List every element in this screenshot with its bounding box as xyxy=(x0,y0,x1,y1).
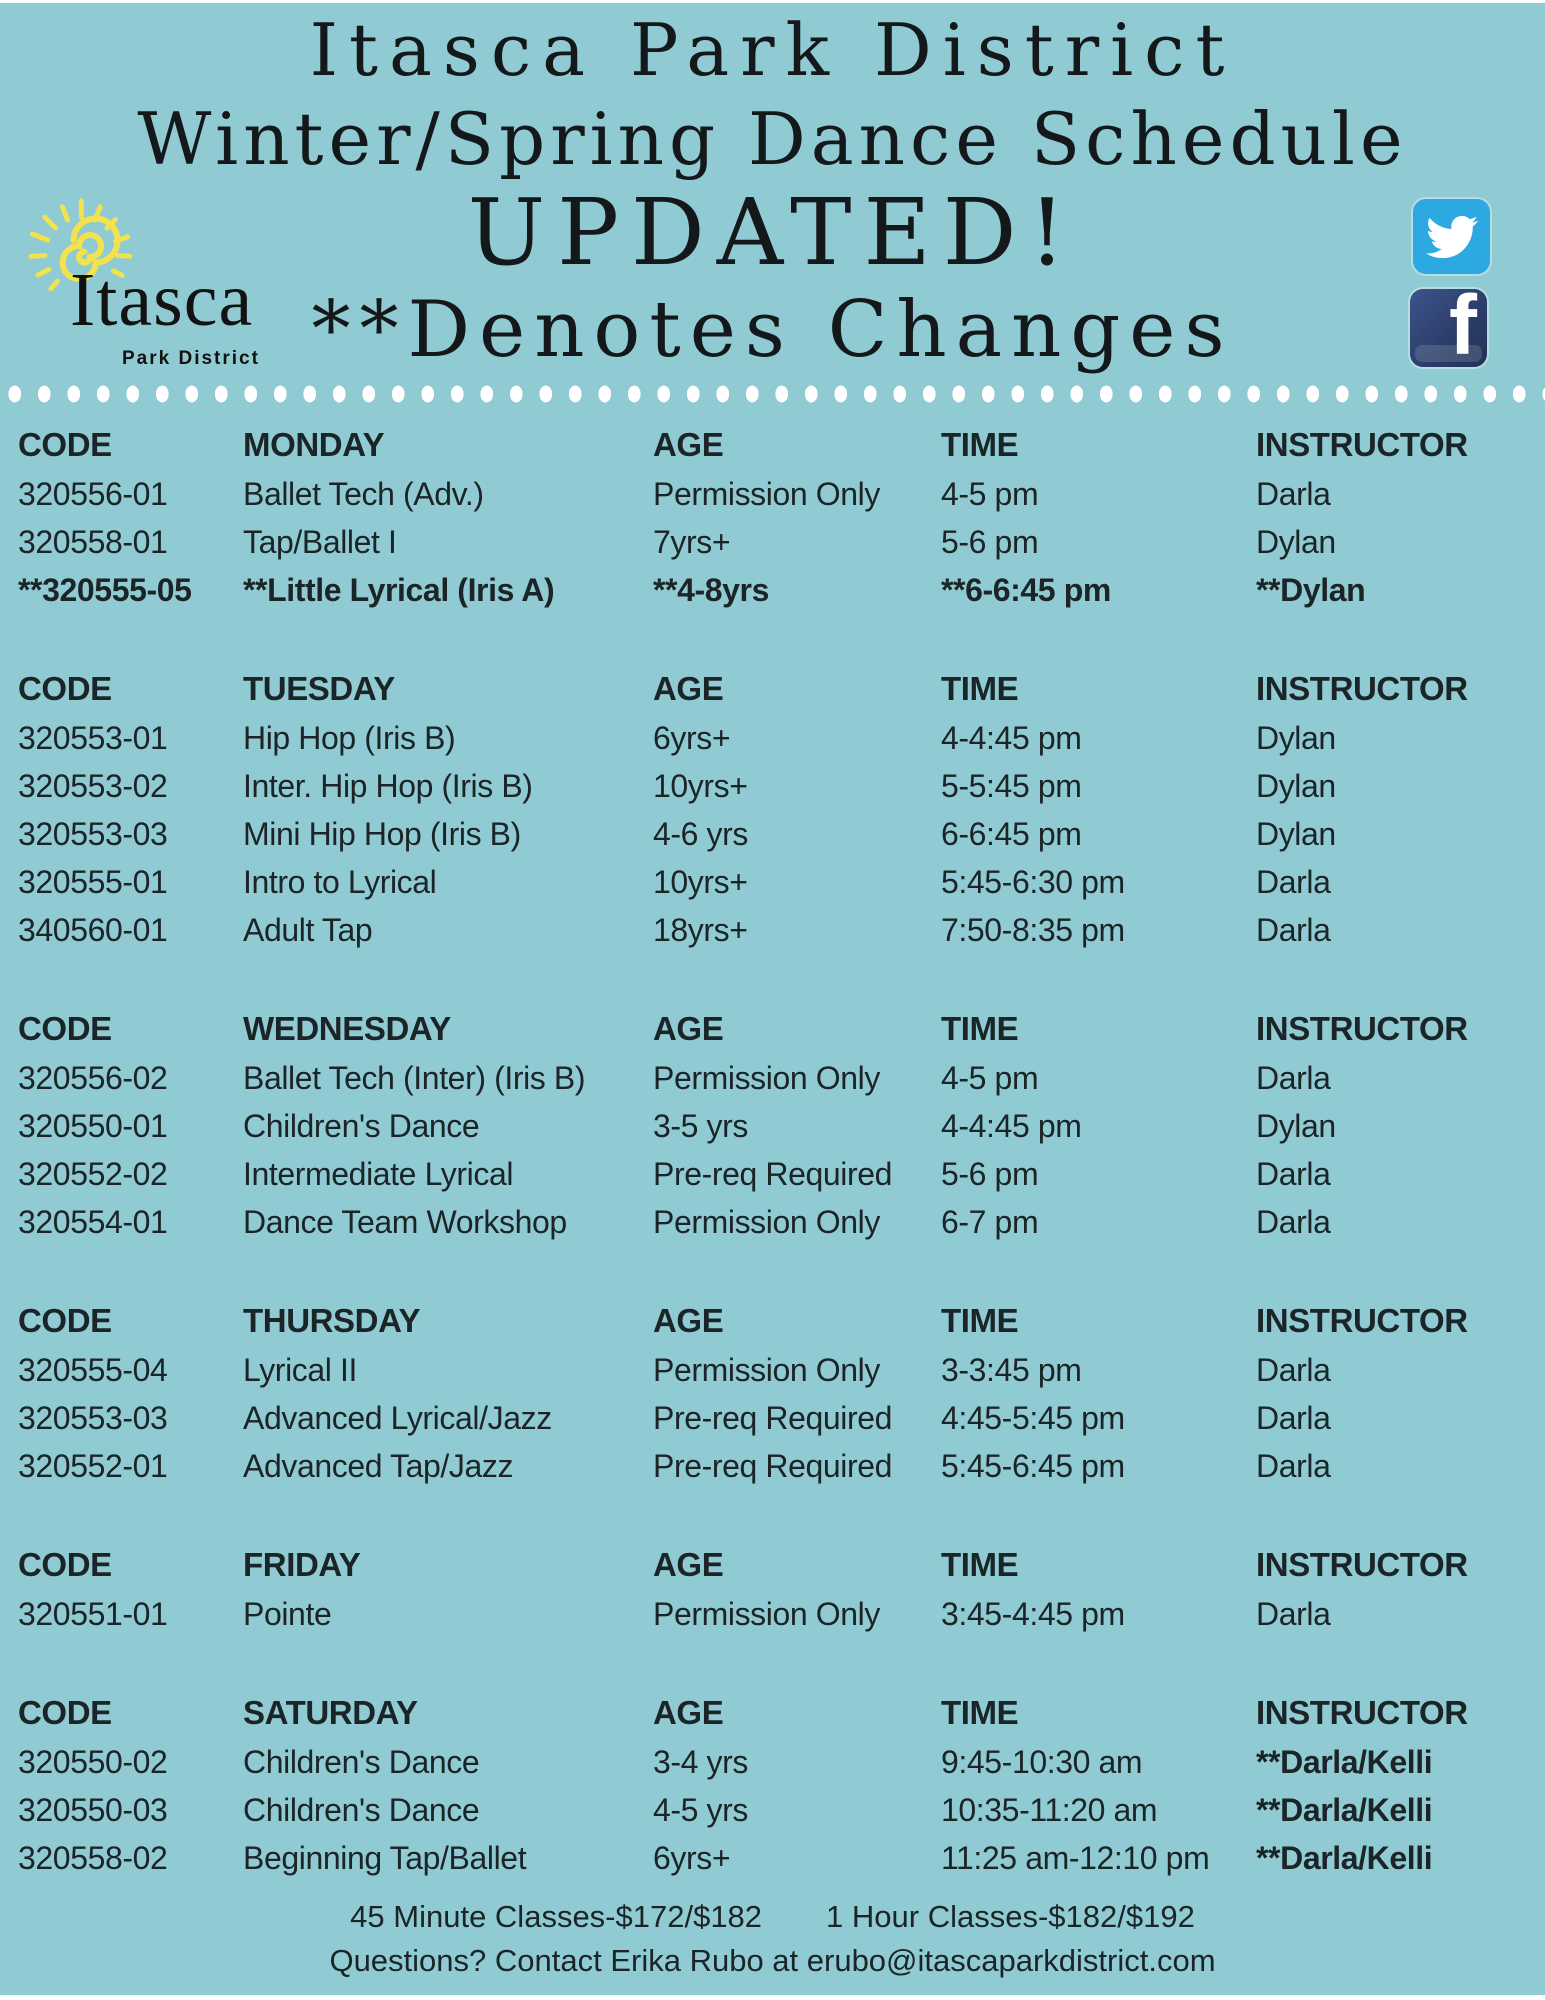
cell-code: 320550-03 xyxy=(18,1792,168,1828)
cell-class-name: Intro to Lyrical xyxy=(243,864,437,900)
cell-code: 320554-01 xyxy=(18,1204,168,1240)
cell-class-name: Pointe xyxy=(243,1596,332,1632)
cell-instructor: Darla xyxy=(1256,864,1331,900)
cell-code: 320556-02 xyxy=(18,1060,168,1096)
cell-age: 10yrs+ xyxy=(653,864,748,900)
cell-time: 5-6 pm xyxy=(941,1156,1039,1192)
cell-time: 5-6 pm xyxy=(941,524,1039,560)
cell-class-name: **Little Lyrical (Iris A) xyxy=(243,572,555,608)
cell-code: 320550-02 xyxy=(18,1744,168,1780)
cell-time: 3:45-4:45 pm xyxy=(941,1596,1125,1632)
cell-instructor: Dylan xyxy=(1256,768,1336,804)
cell-instructor: Darla xyxy=(1256,912,1331,948)
section-header-row xyxy=(18,420,1545,470)
itasca-logo xyxy=(12,196,312,380)
col-header-code: CODE xyxy=(18,1302,112,1339)
cell-age: Permission Only xyxy=(653,1596,880,1632)
cell-class-name: Advanced Tap/Jazz xyxy=(243,1448,514,1484)
section-header-row xyxy=(18,1540,1545,1590)
cell-time: 5:45-6:45 pm xyxy=(941,1448,1125,1484)
facebook-icon: f xyxy=(1449,289,1477,367)
col-header-time: TIME xyxy=(941,1302,1019,1339)
cell-instructor: Darla xyxy=(1256,1156,1331,1192)
schedule-day-section xyxy=(18,420,1545,614)
col-header-code: CODE xyxy=(18,426,112,463)
cell-time: 10:35-11:20 am xyxy=(941,1792,1158,1828)
col-header-time: TIME xyxy=(941,1546,1019,1583)
cell-time: 4-4:45 pm xyxy=(941,720,1082,756)
table-row xyxy=(18,1786,1545,1834)
cell-code: 320555-04 xyxy=(18,1352,168,1388)
col-header-age: AGE xyxy=(653,670,724,707)
table-row xyxy=(18,1394,1545,1442)
col-header-code: CODE xyxy=(18,1546,112,1583)
cell-age: 6yrs+ xyxy=(653,720,731,756)
cell-age: Permission Only xyxy=(653,1060,880,1096)
schedule xyxy=(18,420,1545,1932)
col-header-code: CODE xyxy=(18,1694,112,1731)
pricing-1hour: 1 Hour Classes-$182/$192 xyxy=(826,1899,1195,1934)
cell-instructor: **Dylan xyxy=(1256,572,1366,608)
cell-instructor: Darla xyxy=(1256,1352,1331,1388)
cell-time: 5-5:45 pm xyxy=(941,768,1082,804)
table-row xyxy=(18,1346,1545,1394)
col-header-time: TIME xyxy=(941,426,1019,463)
cell-age: Pre-req Required xyxy=(653,1156,893,1192)
table-row xyxy=(18,470,1545,518)
cell-time: 5:45-6:30 pm xyxy=(941,864,1125,900)
col-header-time: TIME xyxy=(941,1694,1019,1731)
cell-age: 4-5 yrs xyxy=(653,1792,748,1828)
table-row xyxy=(18,518,1545,566)
cell-time: 11:25 am-12:10 pm xyxy=(941,1840,1210,1876)
cell-code: 320553-03 xyxy=(18,816,168,852)
section-header-row xyxy=(18,664,1545,714)
footer xyxy=(0,1900,1545,1978)
pricing-line xyxy=(0,1900,1545,1934)
cell-time: **6-6:45 pm xyxy=(941,572,1111,608)
col-header-age: AGE xyxy=(653,1302,724,1339)
cell-code: 320556-01 xyxy=(18,476,168,512)
cell-class-name: Children's Dance xyxy=(243,1744,480,1780)
cell-instructor: Dylan xyxy=(1256,720,1336,756)
cell-instructor: Dylan xyxy=(1256,816,1336,852)
facebook-button[interactable] xyxy=(1410,289,1487,367)
cell-code: 320552-02 xyxy=(18,1156,168,1192)
cell-instructor: Dylan xyxy=(1256,1108,1336,1144)
col-header-instructor: INSTRUCTOR xyxy=(1256,1546,1468,1583)
section-header-row xyxy=(18,1688,1545,1738)
cell-time: 3-3:45 pm xyxy=(941,1352,1082,1388)
col-header-day: FRIDAY xyxy=(243,1546,361,1583)
cell-class-name: Ballet Tech (Adv.) xyxy=(243,476,484,512)
col-header-age: AGE xyxy=(653,426,724,463)
col-header-instructor: INSTRUCTOR xyxy=(1256,1694,1468,1731)
cell-instructor: Dylan xyxy=(1256,524,1336,560)
col-header-age: AGE xyxy=(653,1694,724,1731)
cell-class-name: Mini Hip Hop (Iris B) xyxy=(243,816,521,852)
title-line-2: Winter/Spring Dance Schedule xyxy=(137,97,1408,181)
col-header-age: AGE xyxy=(653,1546,724,1583)
page-bottom-edge xyxy=(0,1995,1545,2000)
logo-name: Itasca xyxy=(70,258,254,342)
col-header-day: THURSDAY xyxy=(243,1302,421,1339)
col-header-code: CODE xyxy=(18,670,112,707)
cell-class-name: Tap/Ballet I xyxy=(243,524,397,560)
cell-class-name: Adult Tap xyxy=(243,912,373,948)
cell-class-name: Lyrical II xyxy=(243,1352,357,1388)
table-row xyxy=(18,906,1545,954)
cell-age: 3-4 yrs xyxy=(653,1744,748,1780)
cell-age: Permission Only xyxy=(653,476,880,512)
table-row xyxy=(18,1590,1545,1638)
cell-instructor: Darla xyxy=(1256,1060,1331,1096)
cell-code: 320553-03 xyxy=(18,1400,168,1436)
table-row xyxy=(18,810,1545,858)
col-header-day: MONDAY xyxy=(243,426,385,463)
cell-class-name: Beginning Tap/Ballet xyxy=(243,1840,527,1876)
table-row xyxy=(18,1102,1545,1150)
cell-class-name: Children's Dance xyxy=(243,1792,480,1828)
cell-instructor: Darla xyxy=(1256,1400,1331,1436)
section-header-row xyxy=(18,1296,1545,1346)
schedule-day-section xyxy=(18,1004,1545,1246)
twitter-icon xyxy=(1426,211,1478,263)
cell-time: 4-4:45 pm xyxy=(941,1108,1082,1144)
cell-time: 4-5 pm xyxy=(941,476,1039,512)
cell-class-name: Advanced Lyrical/Jazz xyxy=(243,1400,552,1436)
cell-age: 18yrs+ xyxy=(653,912,748,948)
twitter-button[interactable] xyxy=(1413,199,1490,274)
cell-time: 7:50-8:35 pm xyxy=(941,912,1125,948)
cell-instructor: **Darla/Kelli xyxy=(1256,1792,1433,1828)
title-line-1: Itasca Park District xyxy=(309,8,1236,92)
cell-code: 340560-01 xyxy=(18,912,168,948)
table-row xyxy=(18,1834,1545,1882)
table-row xyxy=(18,1198,1545,1246)
col-header-code: CODE xyxy=(18,1010,112,1047)
col-header-age: AGE xyxy=(653,1010,724,1047)
pricing-45min: 45 Minute Classes-$172/$182 xyxy=(350,1899,763,1934)
table-row xyxy=(18,566,1545,614)
schedule-day-section xyxy=(18,1296,1545,1490)
cell-class-name: Children's Dance xyxy=(243,1108,480,1144)
cell-age: 4-6 yrs xyxy=(653,816,748,852)
table-row xyxy=(18,762,1545,810)
title-line-3: UPDATED! xyxy=(467,179,1078,286)
cell-code: 320551-01 xyxy=(18,1596,168,1632)
col-header-instructor: INSTRUCTOR xyxy=(1256,1010,1468,1047)
cell-code: 320553-02 xyxy=(18,768,168,804)
cell-instructor: Darla xyxy=(1256,1448,1331,1484)
cell-instructor: Darla xyxy=(1256,1204,1331,1240)
cell-time: 6-7 pm xyxy=(941,1204,1039,1240)
title-line-4: **Denotes Changes xyxy=(311,285,1234,375)
col-header-day: WEDNESDAY xyxy=(243,1010,451,1047)
cell-code: 320552-01 xyxy=(18,1448,168,1484)
cell-age: Permission Only xyxy=(653,1204,880,1240)
logo-subtitle: Park District xyxy=(122,348,260,369)
cell-age: Permission Only xyxy=(653,1352,880,1388)
table-row xyxy=(18,714,1545,762)
schedule-day-section xyxy=(18,664,1545,954)
cell-code: 320550-01 xyxy=(18,1108,168,1144)
cell-code: 320558-01 xyxy=(18,524,168,560)
cell-code: 320558-02 xyxy=(18,1840,168,1876)
cell-time: 6-6:45 pm xyxy=(941,816,1082,852)
col-header-instructor: INSTRUCTOR xyxy=(1256,670,1468,707)
cell-age: 6yrs+ xyxy=(653,1840,731,1876)
page-top-edge xyxy=(0,0,1545,3)
table-row xyxy=(18,858,1545,906)
schedule-day-section xyxy=(18,1688,1545,1882)
cell-time: 4:45-5:45 pm xyxy=(941,1400,1125,1436)
col-header-time: TIME xyxy=(941,670,1019,707)
cell-time: 9:45-10:30 am xyxy=(941,1744,1143,1780)
col-header-instructor: INSTRUCTOR xyxy=(1256,426,1468,463)
table-row xyxy=(18,1442,1545,1490)
cell-age: 3-5 yrs xyxy=(653,1108,748,1144)
contact-line: Questions? Contact Erika Rubo at erubo@itascaparkdistrict.com xyxy=(329,1943,1216,1978)
cell-class-name: Ballet Tech (Inter) (Iris B) xyxy=(243,1060,586,1096)
col-header-day: TUESDAY xyxy=(243,670,395,707)
cell-class-name: Hip Hop (Iris B) xyxy=(243,720,456,756)
cell-instructor: **Darla/Kelli xyxy=(1256,1840,1433,1876)
cell-age: 7yrs+ xyxy=(653,524,731,560)
cell-code: 320555-01 xyxy=(18,864,168,900)
cell-class-name: Intermediate Lyrical xyxy=(243,1156,514,1192)
table-row xyxy=(18,1054,1545,1102)
col-header-instructor: INSTRUCTOR xyxy=(1256,1302,1468,1339)
cell-instructor: Darla xyxy=(1256,476,1331,512)
section-header-row xyxy=(18,1004,1545,1054)
schedule-day-section xyxy=(18,1540,1545,1638)
table-row xyxy=(18,1150,1545,1198)
cell-class-name: Inter. Hip Hop (Iris B) xyxy=(243,768,533,804)
cell-code: 320553-01 xyxy=(18,720,168,756)
col-header-day: SATURDAY xyxy=(243,1694,418,1731)
cell-instructor: **Darla/Kelli xyxy=(1256,1744,1433,1780)
cell-age: **4-8yrs xyxy=(653,572,770,608)
cell-time: 4-5 pm xyxy=(941,1060,1039,1096)
cell-code: **320555-05 xyxy=(18,572,192,608)
cell-class-name: Dance Team Workshop xyxy=(243,1204,567,1240)
table-row xyxy=(18,1738,1545,1786)
cell-instructor: Darla xyxy=(1256,1596,1331,1632)
col-header-time: TIME xyxy=(941,1010,1019,1047)
cell-age: 10yrs+ xyxy=(653,768,748,804)
dotted-separator xyxy=(0,384,1545,404)
cell-age: Pre-req Required xyxy=(653,1400,893,1436)
cell-age: Pre-req Required xyxy=(653,1448,893,1484)
